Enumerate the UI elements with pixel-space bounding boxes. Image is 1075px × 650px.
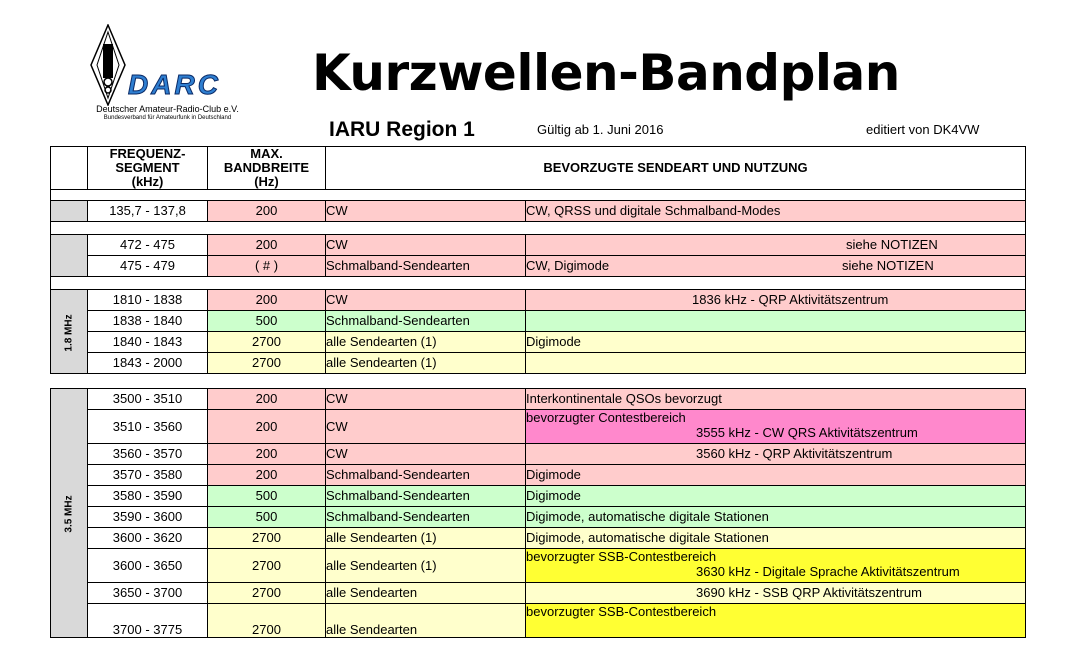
mode-cell: CW	[326, 444, 526, 465]
table-row	[51, 604, 1026, 638]
usage-text: Digimode	[526, 467, 581, 482]
usage-cell	[526, 583, 1026, 604]
header-usage: BEVORZUGTE SENDEART UND NUTZUNG	[326, 147, 1026, 190]
usage-cell	[526, 235, 1026, 256]
note-text: 3630 kHz - Digitale Sprache Aktivitätszentrum	[696, 564, 960, 579]
table-row	[51, 507, 1026, 528]
header-segment: FREQUENZ-SEGMENT (kHz)	[88, 147, 208, 190]
header-row	[51, 147, 1026, 190]
darc-logo	[80, 22, 260, 132]
note-text: 3690 kHz - SSB QRP Aktivitätszentrum	[696, 585, 922, 600]
bandwidth-cell: 200	[208, 444, 326, 465]
spacer-row	[51, 222, 1026, 235]
table-row	[51, 201, 1026, 222]
note-text: siehe NOTIZEN	[846, 237, 938, 252]
mode-cell: Schmalband-Sendearten	[326, 507, 526, 528]
usage-cell	[526, 389, 1026, 410]
mode-cell: CW	[326, 410, 526, 444]
mode-cell: alle Sendearten (1)	[326, 353, 526, 374]
mode-cell: alle Sendearten (1)	[326, 528, 526, 549]
bandwidth-cell: 200	[208, 410, 326, 444]
header-blank	[51, 147, 88, 190]
mode-cell: alle Sendearten	[326, 604, 526, 638]
segment-cell: 475 - 479	[88, 256, 208, 277]
editor-label: editiert von DK4VW	[866, 122, 980, 137]
bandwidth-cell: 2700	[208, 583, 326, 604]
usage-text: bevorzugter SSB-Contestbereich	[526, 549, 717, 564]
usage-cell	[526, 549, 1026, 583]
mode-cell: Schmalband-Sendearten	[326, 465, 526, 486]
segment-cell: 472 - 475	[88, 235, 208, 256]
usage-cell	[526, 486, 1026, 507]
table-row	[51, 444, 1026, 465]
mode-cell: Schmalband-Sendearten	[326, 256, 526, 277]
table-row	[51, 465, 1026, 486]
usage-cell	[526, 604, 1026, 638]
usage-cell	[526, 201, 1026, 222]
mode-cell: CW	[326, 389, 526, 410]
bandwidth-cell: 2700	[208, 549, 326, 583]
page-title: Kurzwellen-Bandplan	[312, 44, 900, 102]
note-text: 3560 kHz - QRP Aktivitätszentrum	[696, 446, 893, 461]
bandwidth-cell: 200	[208, 235, 326, 256]
usage-text: CW, Digimode	[526, 258, 610, 273]
segment-cell: 1810 - 1838	[88, 290, 208, 311]
segment-cell: 3600 - 3650	[88, 549, 208, 583]
note-text: siehe NOTIZEN	[842, 258, 934, 273]
usage-cell	[526, 256, 1026, 277]
note-text: 3555 kHz - CW QRS Aktivitätszentrum	[696, 425, 918, 440]
bandplan-table	[50, 146, 1026, 638]
note-text: 1836 kHz - QRP Aktivitätszentrum	[692, 292, 889, 307]
usage-cell	[526, 311, 1026, 332]
usage-cell	[526, 465, 1026, 486]
club-name: Deutscher Amateur-Radio-Club e.V.	[96, 104, 239, 114]
usage-cell	[526, 507, 1026, 528]
table-row	[51, 235, 1026, 256]
darc-wordmark: D A R C	[128, 69, 219, 100]
segment-cell: 135,7 - 137,8	[88, 201, 208, 222]
usage-text: bevorzugter Contestbereich	[526, 410, 686, 425]
mode-cell: CW	[326, 201, 526, 222]
table-row	[51, 256, 1026, 277]
region-label: IARU Region 1	[329, 118, 475, 141]
table-row	[51, 528, 1026, 549]
table-row	[51, 410, 1026, 444]
usage-cell	[526, 410, 1026, 444]
segment-cell: 3580 - 3590	[88, 486, 208, 507]
usage-text: Digimode	[526, 334, 581, 349]
darc-diamond-icon	[90, 24, 126, 106]
usage-text: CW, QRSS und digitale Schmalband-Modes	[526, 203, 781, 218]
bandwidth-cell: ( # )	[208, 256, 326, 277]
spacer-row	[51, 277, 1026, 290]
table-row	[51, 332, 1026, 353]
segment-cell: 3650 - 3700	[88, 583, 208, 604]
bandwidth-cell: 200	[208, 201, 326, 222]
bandwidth-cell: 2700	[208, 353, 326, 374]
table-row	[51, 389, 1026, 410]
usage-text: Digimode, automatische digitale Stationen	[526, 530, 769, 545]
bandwidth-cell: 200	[208, 465, 326, 486]
mode-cell: Schmalband-Sendearten	[326, 486, 526, 507]
usage-cell	[526, 353, 1026, 374]
segment-cell: 3600 - 3620	[88, 528, 208, 549]
table-row	[51, 486, 1026, 507]
header-bandwidth: MAX. BANDBREITE (Hz)	[208, 147, 326, 190]
band-label	[51, 201, 88, 222]
bandwidth-cell: 500	[208, 311, 326, 332]
segment-cell: 1838 - 1840	[88, 311, 208, 332]
band-label: 1.8 MHz	[51, 290, 88, 374]
band-label: 3.5 MHz	[51, 389, 88, 638]
usage-cell	[526, 290, 1026, 311]
mode-cell: alle Sendearten (1)	[326, 332, 526, 353]
mode-cell: alle Sendearten (1)	[326, 549, 526, 583]
usage-text: bevorzugter SSB-Contestbereich	[526, 604, 717, 619]
bandwidth-cell: 200	[208, 290, 326, 311]
segment-cell: 3590 - 3600	[88, 507, 208, 528]
mode-cell: CW	[326, 290, 526, 311]
valid-date: Gültig ab 1. Juni 2016	[537, 122, 664, 137]
segment-cell: 1843 - 2000	[88, 353, 208, 374]
mode-cell: Schmalband-Sendearten	[326, 311, 526, 332]
bandwidth-cell: 500	[208, 507, 326, 528]
bandwidth-cell: 2700	[208, 604, 326, 638]
usage-cell	[526, 332, 1026, 353]
bandwidth-cell: 500	[208, 486, 326, 507]
segment-cell: 1840 - 1843	[88, 332, 208, 353]
usage-text: Digimode, automatische digitale Stationen	[526, 509, 769, 524]
club-subtitle: Bundesverband für Amateurfunk in Deutschland	[103, 115, 232, 121]
mode-cell: CW	[326, 235, 526, 256]
segment-cell: 3500 - 3510	[88, 389, 208, 410]
mode-cell: alle Sendearten	[326, 583, 526, 604]
usage-text: Digimode	[526, 488, 581, 503]
bandwidth-cell: 2700	[208, 332, 326, 353]
bandwidth-cell: 2700	[208, 528, 326, 549]
table-row	[51, 549, 1026, 583]
table-row	[51, 583, 1026, 604]
spacer-row	[51, 374, 1026, 389]
segment-cell: 3560 - 3570	[88, 444, 208, 465]
spacer-row	[51, 190, 1026, 201]
table-row	[51, 353, 1026, 374]
segment-cell: 3700 - 3775	[88, 604, 208, 638]
usage-cell	[526, 528, 1026, 549]
table-row	[51, 290, 1026, 311]
segment-cell: 3570 - 3580	[88, 465, 208, 486]
segment-cell: 3510 - 3560	[88, 410, 208, 444]
usage-text: Interkontinentale QSOs bevorzugt	[526, 391, 722, 406]
band-label	[51, 235, 88, 277]
bandwidth-cell: 200	[208, 389, 326, 410]
usage-cell	[526, 444, 1026, 465]
table-row	[51, 311, 1026, 332]
